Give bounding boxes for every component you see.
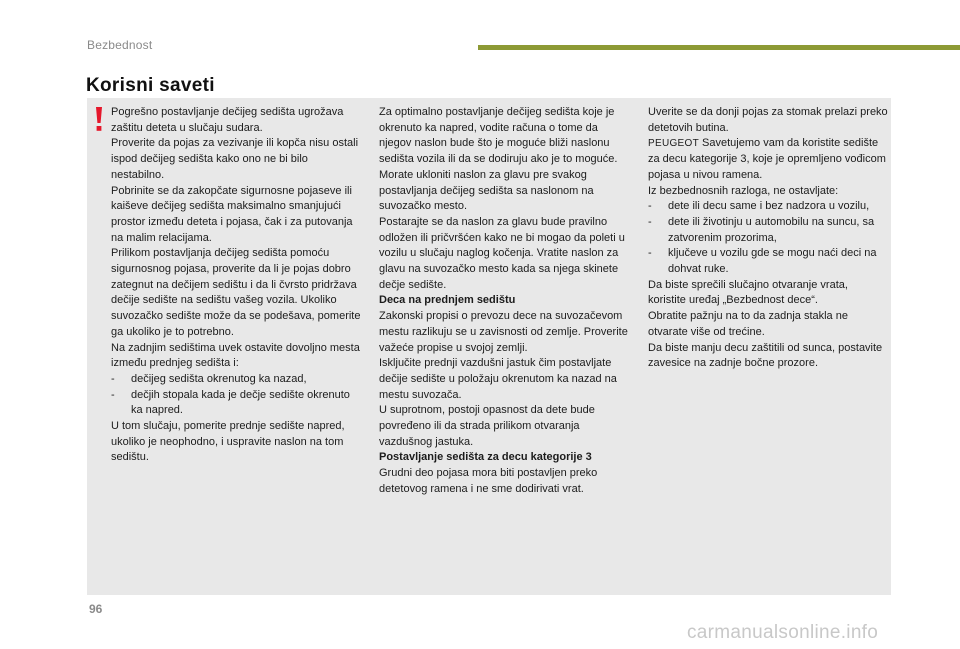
paragraph: Isključite prednji vazdušni jastuk čim postavljate dečije sedište u položaju okrenutom ka nazad na mestu suvozača.: [379, 357, 617, 401]
paragraph: Prilikom postavljanja dečijeg sedišta pomoću sigurnosnog pojasa, proverite da li je pojas dobro zategnut na dečijem sedištu i da li čvrsto pridržava dečije sedište na sedištu vašeg vozila. Ukoliko suvozačko sedište može da se podešava, pomerite ga ukoliko je to potrebno.: [111, 247, 361, 338]
paragraph: Da biste manju decu zaštitili od sunca, postavite zavesice na zadnje bočne prozore.: [648, 341, 883, 370]
column-3: [648, 105, 888, 372]
paragraph: Pogrešno postavljanje dečijeg sedišta ugrožava zaštitu deteta u slučaju sudara.: [111, 106, 344, 134]
brand-name: PEUGEOT: [648, 138, 699, 150]
paragraph: Grudni deo pojasa mora biti postavljen preko detetovog ramena i ne sme dodirivati vrat.: [379, 467, 598, 495]
list-item: - dete ili decu same i bez nadzora u vozilu,: [648, 200, 870, 213]
header-accent-bar: [478, 45, 960, 50]
paragraph: PEUGEOT Savetujemo vam da koristite sedište za decu kategorije 3, koje je opremljeno vođicom pojasa u nivou ramena.: [648, 137, 886, 181]
exclamation-icon: [92, 106, 106, 132]
paragraph: Postarajte se da naslon za glavu bude pravilno odložen ili pričvršćen kako ne bi mogao da poleti u vozilu u slučaju naglog kočenja. Vratite naslon za glavu na suvozačko mesto kada sa njega skinete dečje sedište.: [379, 215, 625, 291]
list-item: - dečijeg sedišta okrenutog ka nazad,: [111, 372, 307, 385]
watermark: carmanualsonline.info: [687, 622, 879, 643]
paragraph: Obratite pažnju na to da zadnja stakla ne otvarate više od trećine.: [648, 310, 848, 338]
column-1: [111, 105, 363, 466]
section-label: Bezbednost: [87, 38, 153, 52]
paragraph: Morate ukloniti naslon za glavu pre svakog postavljanja dečijeg sedišta sa naslonom na suvozačko mesto.: [379, 168, 594, 213]
paragraph: Iz bezbednosnih razloga, ne ostavljate:: [648, 184, 839, 197]
list-item: - ključeve u vozilu gde se mogu naći deci na dohvat ruke.: [648, 247, 877, 276]
paragraph: Na zadnjim sedištima uvek ostavite dovoljno mesta između prednjeg sedišta i:: [111, 341, 360, 370]
paragraph: Da biste sprečili slučajno otvaranje vrata, koristite uređaj „Bezbednost dece“.: [648, 278, 848, 307]
column-2: [379, 105, 629, 498]
paragraph: Pobrinite se da zakopčate sigurnosne pojaseve ili kaiševe dečijeg sedišta maksimalno smanjujući prostor između deteta i pojasa, čak i za putovanja na malim relacijama.: [111, 184, 353, 244]
page-number: 96: [89, 602, 103, 616]
paragraph: Za optimalno postavljanje dečijeg sedišta koje je okrenuto ka napred, vodite računa o tome da njegov naslon bude što je moguće bliži naslonu sedišta vozila ili da se dodiruju ako je to moguće.: [379, 106, 618, 166]
subheading-front-seat: Deca na prednjem sedištu: [379, 294, 516, 307]
page-title: Korisni saveti: [86, 75, 215, 96]
paragraph: U suprotnom, postoji opasnost da dete bude povređeno ili da strada prilikom otvaranja vazdušnog jastuka.: [379, 404, 595, 448]
list-item: - dečjih stopala kada je dečje sedište okrenuto ka napred.: [111, 388, 350, 417]
subheading-category-3: Postavljanje sedišta za decu kategorije 3: [379, 451, 592, 464]
paragraph: Proverite da pojas za vezivanje ili kopča nisu ostali ispod dečijeg sedišta kako ono ne bi bilo nestabilno.: [111, 137, 359, 181]
paragraph: U tom slučaju, pomerite prednje sedište napred, ukoliko je neophodno, i uspravite naslon na tom sedištu.: [111, 420, 345, 464]
paragraph: Uverite se da donji pojas za stomak prelazi preko detetovih butina.: [648, 106, 888, 134]
list-item: - dete ili životinju u automobilu na suncu, sa zatvorenim prozorima,: [648, 215, 875, 244]
paragraph: Zakonski propisi o prevozu dece na suvozačevom mestu razlikuju se u zavisnosti od zemlje. Proverite važeće propise u svojoj zemlji.: [379, 310, 628, 354]
